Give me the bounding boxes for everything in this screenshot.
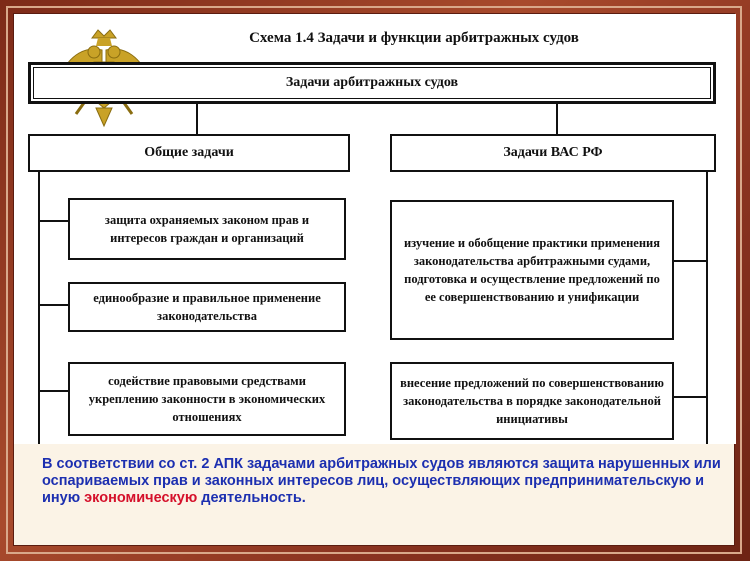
caption-part-1: В соответствии со ст. 2 АПК задачами арбитражных судов являются защита нарушенных или оспариваемых прав и законных интересов лиц, осуществляющих предпринимательскую и иную <box>42 456 721 506</box>
left-branch-2 <box>38 304 68 306</box>
right-spine <box>706 172 708 444</box>
vas-tasks-header: Задачи ВАС РФ <box>390 134 716 172</box>
main-box: Задачи арбитражных судов <box>28 62 716 104</box>
general-task-item: единообразие и правильное применение законодательства <box>68 282 346 332</box>
caption-highlight: экономическую <box>84 490 198 506</box>
connector-right-down <box>556 104 558 134</box>
connector-left-down <box>196 104 198 134</box>
left-branch-3 <box>38 390 68 392</box>
caption-text <box>42 456 722 507</box>
general-tasks-header: Общие задачи <box>28 134 350 172</box>
vas-task-item: изучение и обобщение практики применения законодательства арбитражными судами, подготовка и осуществление предложений по ее совершенствованию и унификации <box>390 200 674 340</box>
left-branch-1 <box>38 220 68 222</box>
caption-part-2: деятельность. <box>197 490 306 506</box>
general-task-item: защита охраняемых законом прав и интересов граждан и организаций <box>68 198 346 260</box>
vas-task-item: внесение предложений по совершенствованию законодательства в порядке законодательной инициативы <box>390 362 674 440</box>
scheme-area <box>14 14 736 444</box>
content-panel <box>13 13 735 546</box>
general-task-item: содействие правовыми средствами укреплению законности в экономических отношениях <box>68 362 346 436</box>
left-spine <box>38 172 40 444</box>
right-branch-2 <box>674 396 708 398</box>
right-branch-1 <box>674 260 708 262</box>
scheme-title: Схема 1.4 Задачи и функции арбитражных судов <box>249 30 579 46</box>
